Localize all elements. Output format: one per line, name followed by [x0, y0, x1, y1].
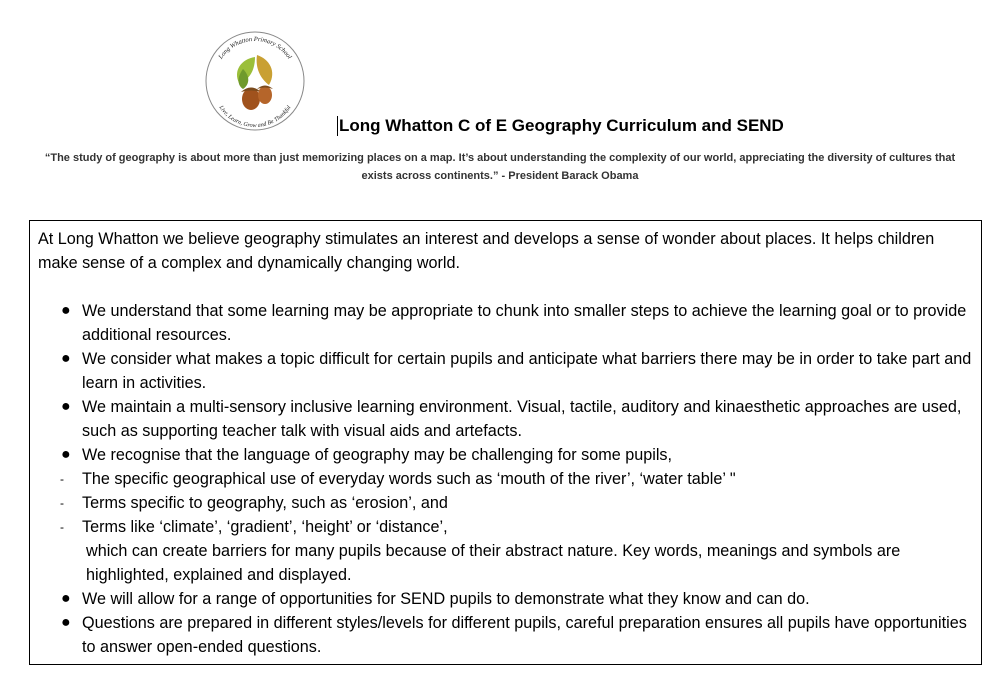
- dash-icon: -: [60, 496, 64, 510]
- list-item: ● Questions are prepared in different styles/levels for different pupils, careful preparation ensures all pupils have opportunities to answer open-ended questions.: [38, 611, 973, 659]
- bullet-list: [38, 299, 973, 659]
- sub-list-item: - Terms like ‘climate’, ‘gradient’, ‘height’ or ‘distance’,: [60, 515, 973, 539]
- school-logo: [203, 29, 307, 133]
- svg-text:Long Whatton Primary School: Long Whatton Primary School: [217, 35, 293, 61]
- content-box: [29, 220, 982, 665]
- svg-text:Live, Learn, Grow and Be Thank: Live, Learn, Grow and Be Thankful: [217, 104, 293, 130]
- obama-quote: “The study of geography is about more than just memorizing places on a map. It’s about understanding the complexity of our world, appreciating the diversity of cultures that exists across continents.” - President Barack Obama: [44, 152, 956, 182]
- sub-list-item: - The specific geographical use of everyday words such as ‘mouth of the river’, ‘water table’ ": [60, 467, 973, 491]
- page-title: Long Whatton C of E Geography Curriculum and SEND: [339, 116, 784, 135]
- dash-icon: -: [60, 472, 64, 486]
- list-item: ● We understand that some learning may be appropriate to chunk into smaller steps to achieve the learning goal or to provide additional resources.: [38, 299, 973, 347]
- bullet-icon: ●: [61, 302, 71, 319]
- bullet-icon: ●: [61, 590, 71, 607]
- list-item: ● We consider what makes a topic difficult for certain pupils and anticipate what barriers there may be in order to take part and learn in activities.: [38, 347, 973, 395]
- intro-paragraph: At Long Whatton we believe geography stimulates an interest and develops a sense of wonder about places. It helps children make sense of a complex and dynamically changing world.: [38, 230, 935, 272]
- bullet-icon: ●: [61, 398, 71, 415]
- list-item: ● We maintain a multi-sensory inclusive learning environment. Visual, tactile, auditory and kinaesthetic approaches are used, such as supporting teacher talk with visual aids and artefacts.: [38, 395, 973, 443]
- list-item: ● We recognise that the language of geography may be challenging for some pupils, - The specific geographical use of everyday words such as ‘mouth of the river’, ‘water table’ " - Terms specific to geography, such as ‘erosion’, and - Terms like ‘climate’, ‘gradient’, ‘height’ or ‘distance’, which can create barriers for many pupils because of their abstract nature. Key words, meanings and symbols are highlighted, explained and displayed.: [38, 443, 973, 587]
- sub-list: [60, 467, 973, 539]
- sub-list-item: - Terms specific to geography, such as ‘erosion’, and: [60, 491, 973, 515]
- acorn-logo-icon: [203, 29, 307, 133]
- dash-icon: -: [60, 520, 64, 534]
- bullet-icon: ●: [61, 446, 71, 463]
- bullet-icon: ●: [61, 350, 71, 367]
- language-tail-text: which can create barriers for many pupils because of their abstract nature. Key words, meanings and symbols are highlighted, explained and displayed.: [86, 542, 901, 584]
- list-item: ● We will allow for a range of opportunities for SEND pupils to demonstrate what they know and can do.: [38, 587, 973, 611]
- bullet-icon: ●: [61, 614, 71, 631]
